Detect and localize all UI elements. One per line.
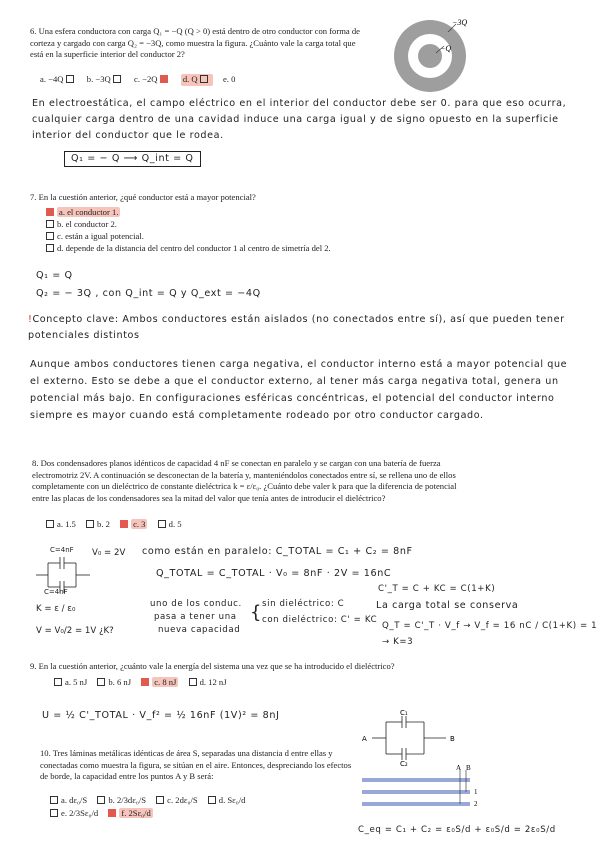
q10-options [50,794,370,820]
q7-option-c[interactable]: c. están a igual potencial. [46,230,331,242]
q10-formula: C_eq = C₁ + C₂ = ε₀S/d + ε₀S/d = 2ε₀S/d [358,825,556,835]
q8-brace2: con dieléctrico: C' = KC [262,615,378,625]
q10-option-e[interactable]: e. 2/3Sε₀/d [50,807,98,820]
q10-plates [356,764,486,814]
q7-options [46,206,331,254]
q10-fig-b: B [466,764,471,772]
q6-figure [390,16,470,96]
q8-line1: como están en paralelo: C_TOTAL = C₁ + C₂ = 8nF [142,546,413,557]
q6-option-e[interactable]: e. 0 [222,74,236,84]
q6-option-b[interactable]: b. −3Q [87,74,124,86]
q10-a-label: A [362,735,367,743]
q8-c-top: C=4nF [50,546,74,554]
q8-cprime: C'_T = C + KC = C(1+K) [378,584,496,594]
q10-c2-label: C₂ [400,760,408,766]
q7-line1: Q₁ = Q [36,270,73,281]
q8-brace1: sin dieléctrico: C [262,599,345,609]
q9-option-a[interactable]: a. 5 nJ [54,677,87,689]
q8-v-rel: V = V₀/2 = 1V ¿K? [36,626,114,636]
q8-line3b: pasa a tener una [154,612,237,622]
q8-option-c[interactable]: c. 3 [120,519,147,531]
q10-option-b[interactable]: b. 2/3dε₀/S [97,794,146,807]
q8-option-a[interactable]: a. 1.5 [46,519,76,531]
q8-line3a: uno de los conduc. [150,599,242,609]
q7-key-prefix: ! [28,314,33,325]
q10-text: 10. Tres láminas metálicas idénticas de área S, separadas una distancia d entre ellas y conectadas como muestra la figura, se sitúan en el aire. Entonces, despreciando los efectos de borde, la capacidad entre los puntos A y B será: [40,748,352,781]
q10-circuit [362,710,472,766]
q6-box-formula: Q₁ = − Q ⟶ Q_int = Q [64,151,201,167]
q7-option-a[interactable]: a. el conductor 1. [46,206,331,218]
q6-option-c[interactable]: c. −2Q [134,74,171,86]
q7-option-b[interactable]: b. el conductor 2. [46,218,331,230]
q6-text: 6. Una esfera conductora con carga Q₁ = −Q (Q > 0) está dentro de otro conductor con forma de corteza y cargado con carga Q₂ = −3Q, como muestra la figura. ¿Cuánto vale la carga total que está en la superficie interior del conductor 2? [30,26,360,59]
q10-option-a[interactable]: a. dε₀/S [50,794,87,807]
q8-line2: Q_TOTAL = C_TOTAL · V₀ = 8nF · 2V = 16nC [156,568,392,579]
q10-plate2: 2 [474,800,478,808]
q10-plate1: 1 [474,788,478,796]
q8-option-d[interactable]: d. 5 [158,519,182,531]
q9-formula: U = ½ C'_TOTAL · V_f² = ½ 16nF (1V)² = 8nJ [42,710,280,721]
q8-text: 8. Dos condensadores planos idénticos de capacidad 4 nF se conectan en paralelo y se cargan con una batería de fuerza electromotriz 2V. A continuación se desconectan de la batería y, manteniéndolos conectados entre sí, se rellena uno de ellos completamente con un dieléctrico de constante dieléctrica k = ε/ε₀. ¿Cuánto debe valer k para que la diferencia de potencial entre las placas de los condensadores sea la mitad del valor que tenía antes de introducir el dieléctrico? [32,458,457,503]
q8-line3c: nueva capacidad [158,625,241,635]
q10-c1-label: C₁ [400,710,408,717]
q7-note: Aunque ambos conductores tienen carga negativa, el conductor interno está a mayor potencial que el externo. Esto se debe a que el conductor externo, al tener más carga negativa total, genera un potencial más bajo. En configuraciones esféricas concéntricas, el potencial del conductor interno siempre es mayor cuando está completamente rodeado por otro conductor cargado. [30,359,568,421]
q7-key-concept: !Concepto clave: Ambos conductores están aislados (no conectados entre sí), así que pueden tener potenciales distintos [28,314,565,341]
q9-option-d[interactable]: d. 12 nJ [189,677,227,689]
q8-brace: { [250,602,263,623]
q9-text: 9. En la cuestión anterior, ¿cuánto vale la energía del sistema una vez que se ha introducido el dieléctrico? [30,661,395,671]
q8-final: Q_T = C'_T · V_f → V_f = 16 nC / C(1+K) = 1 → K=3 [382,621,598,647]
q10-b-label: B [450,735,455,743]
q7-option-d[interactable]: d. depende de la distancia del centro del conductor 1 al centro de simetría del 2. [46,242,331,254]
q9-option-b[interactable]: b. 6 nJ [97,677,131,689]
q10-fig-a: A [456,764,462,772]
q8-option-b[interactable]: b. 2 [86,519,110,531]
q8-conserva: La carga total se conserva [376,600,519,611]
q7-line2: Q₂ = − 3Q , con Q_int = Q y Q_ext = −4Q [36,288,261,299]
q7-text: 7. En la cuestión anterior, ¿qué conductor está a mayor potencial? [30,192,256,202]
q8-c-bot: C=4nF [44,588,68,596]
q10-option-f[interactable]: f. 2Sε₀/d [108,807,153,820]
q6-options [40,74,243,86]
q6-option-d[interactable]: d. Q [181,74,213,86]
q6-option-a[interactable]: a. −4Q [40,74,77,86]
q9-option-c[interactable]: c. 8 nJ [141,677,178,689]
q9-options [54,677,235,689]
q8-v0: V₀ = 2V [92,548,126,558]
q8-options [46,519,190,531]
q10-option-c[interactable]: c. 2dε₀/S [156,794,197,807]
q6-fig-outer-label: −3Q [452,18,468,27]
q6-fig-inner-label: −Q [440,44,452,53]
q10-option-d[interactable]: d. Sε₀/d [208,794,246,807]
q6-note: En electroestática, el campo eléctrico en el interior del conductor debe ser 0. para que eso ocurra, cualquier carga dentro de una cavidad induce una carga igual y de signo opuesto en la superficie interior del conductor que le rodea. [32,98,567,141]
q8-k-def: K = ε / ε₀ [36,604,76,614]
